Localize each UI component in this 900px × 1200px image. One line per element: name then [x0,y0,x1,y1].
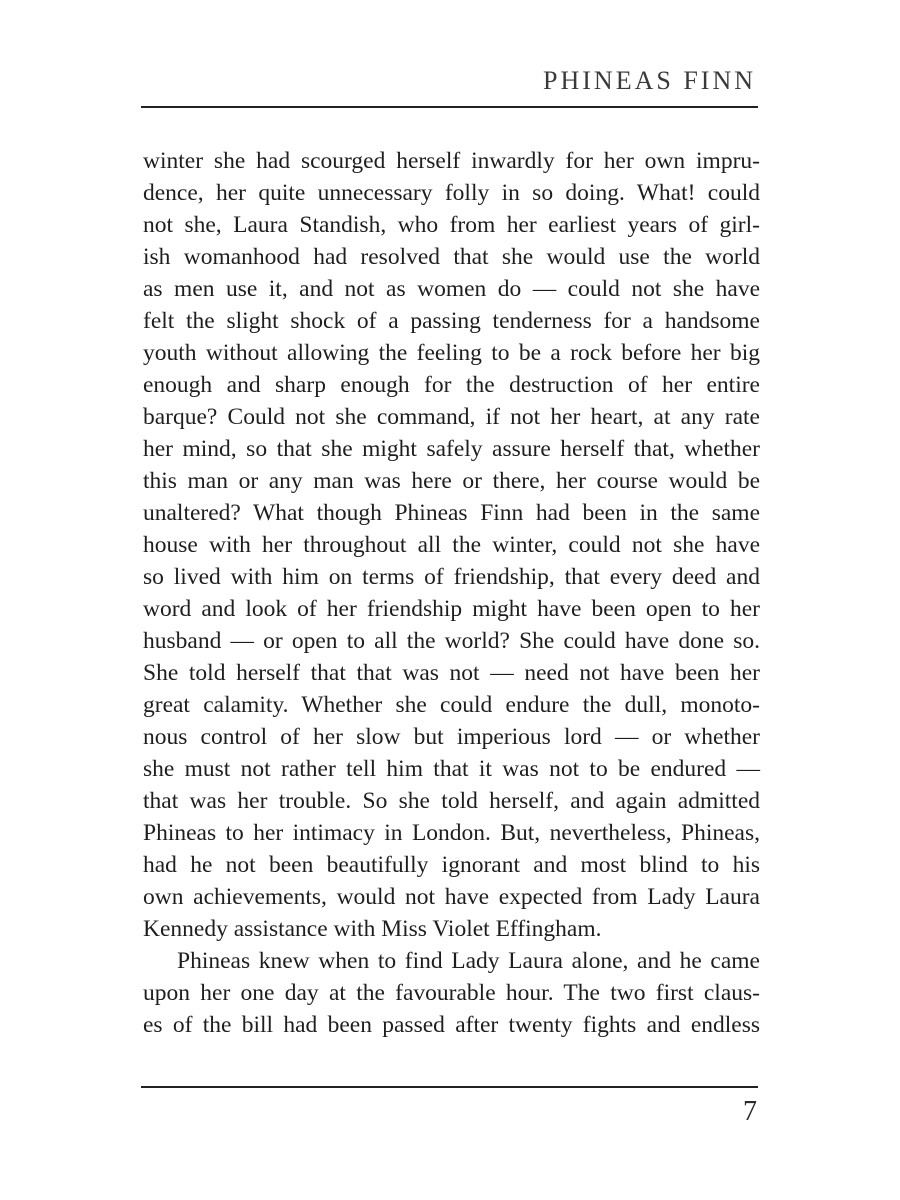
text-line: had he not been beautifully ignorant and most blind to his [143,852,760,878]
text-line: She told herself that that was not — need not have been her [143,660,760,686]
text-line: nous control of her slow but imperious lord — or whether [143,724,760,750]
text-line: own achievements, would not have expected from Lady Laura [143,884,760,910]
text-line: her mind, so that she might safely assure herself that, whether [143,436,760,462]
text-line: felt the slight shock of a passing tenderness for a handsome [143,308,760,334]
text-line: Phineas to her intimacy in London. But, nevertheless, Phineas, [143,820,760,846]
text-line: not she, Laura Standish, who from her earliest years of girl- [143,212,760,238]
text-line: that was her trouble. So she told herself, and again admitted [143,788,760,814]
header-rule [141,106,758,108]
text-line: as men use it, and not as women do — could not she have [143,276,760,302]
paragraph-first-line: Phineas knew when to find Lady Laura alone, and he came [177,948,760,974]
running-head-title: PHINEAS FINN [543,66,756,95]
text-line: es of the bill had been passed after twenty fights and endless [143,1012,760,1038]
text-line: unaltered? What though Phineas Finn had been in the same [143,500,760,526]
text-line: upon her one day at the favourable hour. The two first claus- [143,980,760,1006]
text-line: she must not rather tell him that it was not to be endured — [143,756,760,782]
text-line: this man or any man was here or there, her course would be [143,468,760,494]
text-line: Kennedy assistance with Miss Violet Effingham. [143,916,602,942]
text-line: husband — or open to all the world? She could have done so. [143,628,760,654]
footer-rule [141,1086,758,1088]
text-line: winter she had scourged herself inwardly for her own impru- [143,148,760,174]
text-line: ish womanhood had resolved that she would use the world [143,244,760,270]
text-line: enough and sharp enough for the destruction of her entire [143,372,760,398]
text-line: youth without allowing the feeling to be a rock before her big [143,340,760,366]
text-line: great calamity. Whether she could endure the dull, monoto- [143,692,760,718]
text-line: barque? Could not she command, if not her heart, at any rate [143,404,760,430]
text-line: house with her throughout all the winter, could not she have [143,532,760,558]
text-line: dence, her quite unnecessary folly in so doing. What! could [143,180,760,206]
text-line: word and look of her friendship might have been open to her [143,596,760,622]
body-text [143,145,760,1041]
text-line: so lived with him on terms of friendship, that every deed and [143,564,760,590]
page-number: 7 [743,1096,757,1127]
